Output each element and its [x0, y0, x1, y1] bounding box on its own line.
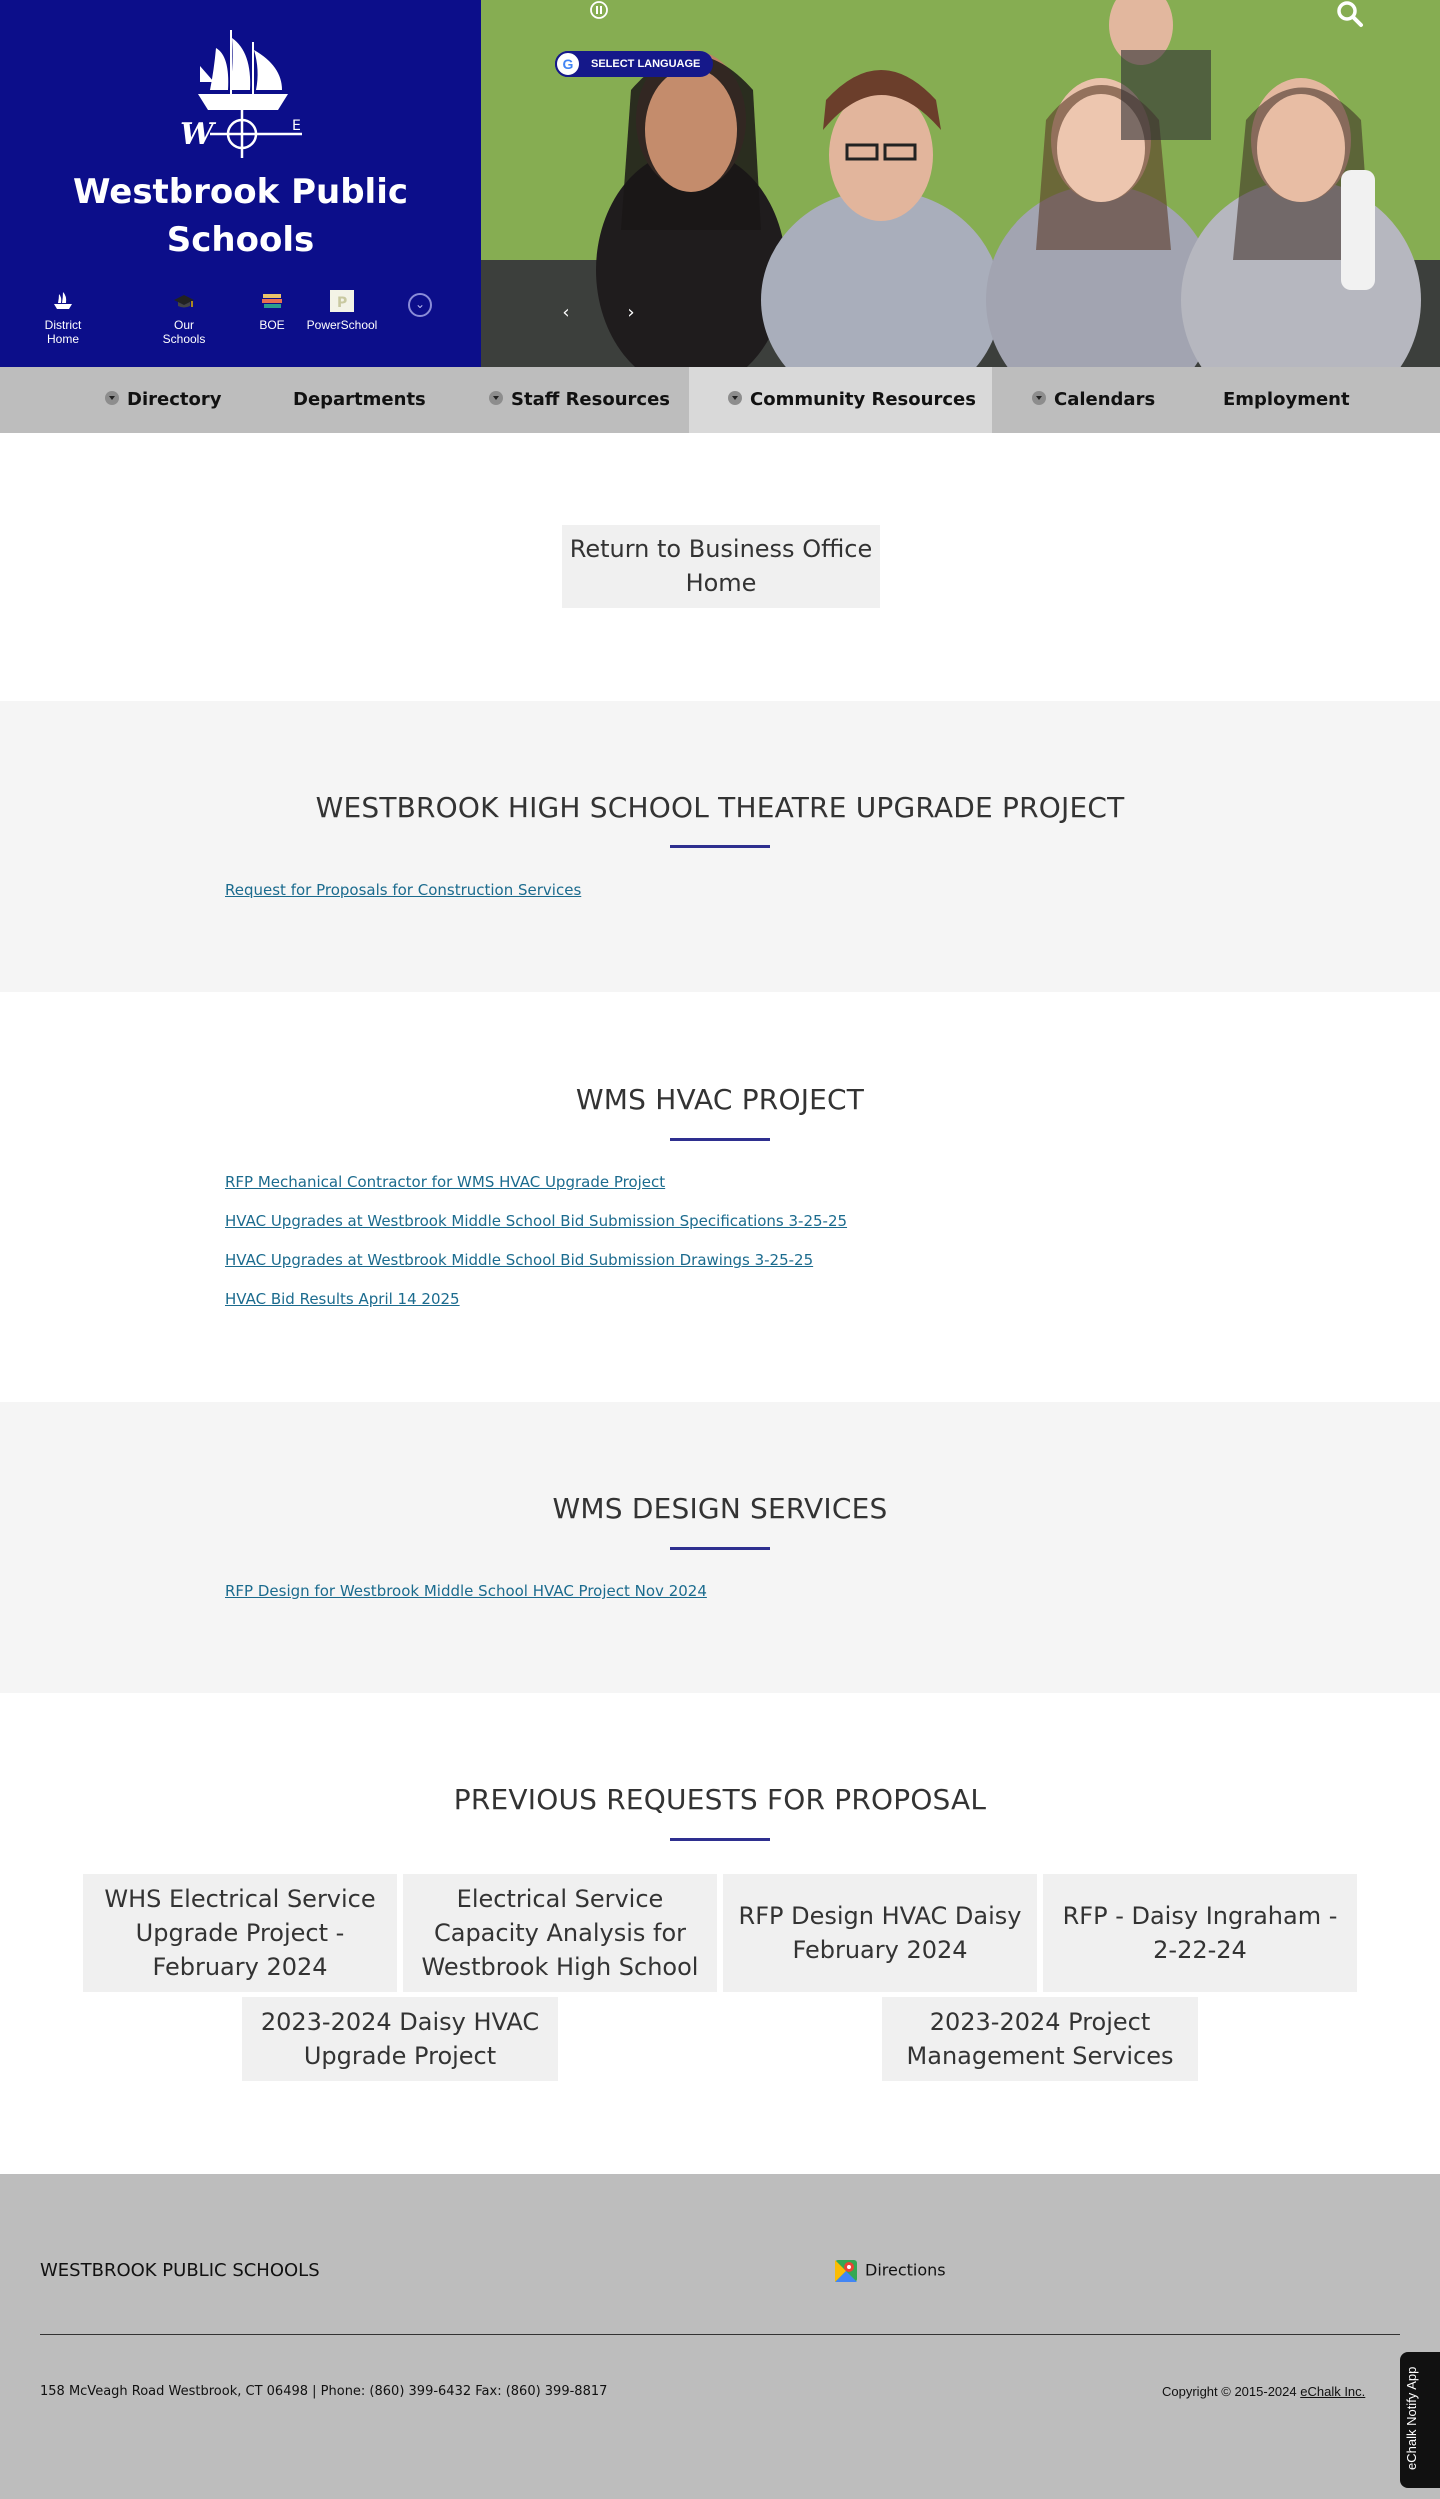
site-title-text: Westbrook Public Schools [72, 172, 409, 260]
rfp-card-label: 2023-2024 Daisy HVAC Upgrade Project [260, 2008, 540, 2070]
quick-link-district-home[interactable] [30, 290, 96, 346]
rfp-card-label: Electrical Service Capacity Analysis for Westbrook High School [421, 1885, 699, 1981]
nav-label: Employment [1223, 389, 1350, 410]
rfp-card[interactable] [83, 1874, 397, 1992]
section-divider [670, 1838, 770, 1841]
google-icon: G [555, 51, 581, 77]
quick-link-label: District Home [44, 318, 82, 346]
nav-item-community-resources[interactable] [689, 367, 992, 433]
books-icon [260, 290, 284, 312]
rfp-card-label: RFP Design HVAC Daisy February 2024 [738, 1902, 1022, 1964]
directions-link[interactable] [835, 2260, 946, 2282]
chevron-right-icon[interactable]: › [627, 302, 635, 323]
dropdown-icon [728, 391, 742, 405]
site-footer [0, 2174, 1440, 2499]
section-title: WESTBROOK HIGH SCHOOL THEATRE UPGRADE PROJECT [315, 791, 1125, 824]
section-divider [670, 1138, 770, 1141]
nav-label: Departments [293, 389, 426, 410]
main-nav [0, 367, 1440, 433]
footer-copyright [1162, 2384, 1365, 2399]
chevron-left-icon[interactable]: ‹ [562, 302, 570, 323]
quick-link-label: BOE [259, 318, 285, 332]
document-link[interactable]: HVAC Upgrades at Westbrook Middle School Bid Submission Specifications 3-25-25 [225, 1212, 848, 1230]
dropdown-icon [105, 391, 119, 405]
nav-label: Calendars [1054, 389, 1156, 410]
section-title: PREVIOUS REQUESTS FOR PROPOSAL [453, 1783, 987, 1816]
rfp-card[interactable] [1043, 1874, 1357, 1992]
echalk-notify-app-tab[interactable] [1400, 2352, 1440, 2488]
nav-label: Community Resources [750, 389, 976, 410]
dropdown-icon [1032, 391, 1046, 405]
document-link[interactable]: RFP Design for Westbrook Middle School HVAC Project Nov 2024 [225, 1582, 707, 1600]
return-button-label: Return to Business Office Home [569, 535, 873, 597]
quick-link-label: PowerSchool [306, 318, 378, 332]
previous-rfp-section [0, 1693, 1440, 2174]
powerschool-icon [330, 290, 354, 312]
nav-label: Staff Resources [511, 389, 670, 410]
notify-tab-label: eChalk Notify App [1404, 2366, 1419, 2470]
return-to-business-office-button[interactable] [562, 525, 880, 608]
chevron-down-icon[interactable]: ⌄ [408, 293, 432, 317]
footer-divider [40, 2334, 1400, 2335]
brand-panel [0, 0, 481, 367]
hvac-section [0, 992, 1440, 1402]
document-link[interactable]: RFP Mechanical Contractor for WMS HVAC Upgrade Project [225, 1173, 666, 1191]
svg-text:P: P [337, 295, 348, 311]
quick-links [30, 290, 450, 346]
rfp-card[interactable] [403, 1874, 717, 1992]
quick-link-our-schools[interactable] [151, 290, 217, 346]
site-title[interactable] [0, 168, 481, 264]
quick-link-label: Our Schools [162, 318, 206, 346]
nav-item-departments[interactable] [288, 367, 431, 433]
nav-item-calendars[interactable] [1027, 367, 1160, 433]
quick-link-boe[interactable] [247, 290, 297, 332]
nav-item-employment[interactable] [1218, 367, 1355, 433]
map-pin-icon [835, 2260, 857, 2282]
footer-address: 158 McVeagh Road Westbrook, CT 06498 | Phone: (860) 399-6432 Fax: (860) 399-8817 [40, 2384, 608, 2399]
rfp-card[interactable] [723, 1874, 1037, 1992]
quick-link-powerschool[interactable] [302, 290, 382, 332]
directions-label: Directions [865, 2260, 946, 2280]
section-title: WMS DESIGN SERVICES [552, 1492, 888, 1525]
design-services-section [0, 1402, 1440, 1693]
nav-label: Directory [127, 389, 222, 410]
section-title: WMS HVAC PROJECT [575, 1083, 865, 1116]
rfp-card-label: 2023-2024 Project Management Services [906, 2008, 1174, 2070]
search-icon[interactable] [1336, 0, 1364, 28]
echalk-link[interactable]: eChalk Inc. [1300, 2384, 1366, 2399]
rfp-card-label: WHS Electrical Service Upgrade Project - February 2024 [104, 1885, 376, 1981]
select-language-label: SELECT LANGUAGE [591, 58, 701, 70]
pause-icon[interactable] [589, 0, 609, 20]
document-link[interactable]: HVAC Bid Results April 14 2025 [225, 1290, 460, 1308]
document-link[interactable]: HVAC Upgrades at Westbrook Middle School Bid Submission Drawings 3-25-25 [225, 1251, 814, 1269]
copyright-text: Copyright © 2015-2024 [1162, 2384, 1297, 2399]
document-link[interactable]: Request for Proposals for Construction Services [225, 881, 582, 899]
dropdown-icon [489, 391, 503, 405]
rfp-card[interactable] [242, 1997, 558, 2081]
rfp-card-label: RFP - Daisy Ingraham - 2-22-24 [1062, 1902, 1338, 1964]
svg-text:E: E [292, 118, 301, 134]
select-language-button[interactable] [555, 51, 713, 77]
hero-photo [481, 0, 1440, 367]
rfp-card[interactable] [882, 1997, 1198, 2081]
section-divider [670, 845, 770, 848]
nav-item-staff-resources[interactable] [484, 367, 675, 433]
ship-icon [51, 290, 75, 312]
theatre-section [0, 701, 1440, 992]
nav-item-directory[interactable] [100, 367, 226, 433]
ship-weathervane-logo[interactable] [170, 26, 310, 160]
graduation-cap-icon [172, 290, 196, 312]
footer-school-name: WESTBROOK PUBLIC SCHOOLS [40, 2260, 320, 2281]
site-header [0, 0, 1440, 367]
svg-text:W: W [180, 117, 214, 152]
section-divider [670, 1547, 770, 1550]
